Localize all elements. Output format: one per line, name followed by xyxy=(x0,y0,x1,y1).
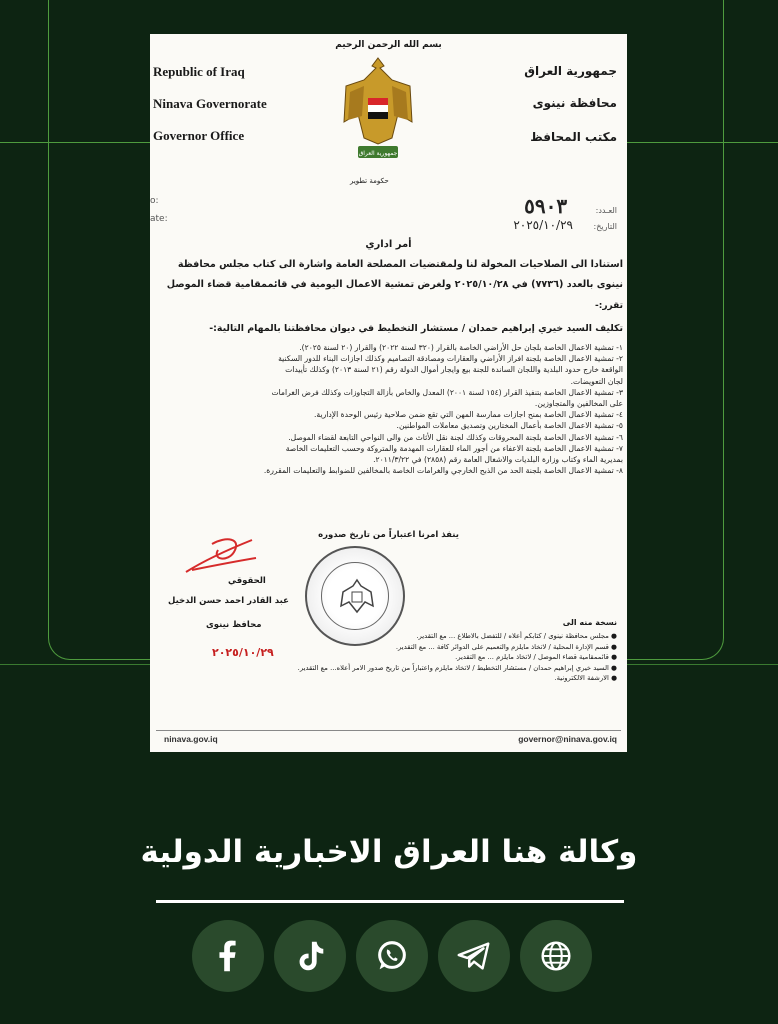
footer-rule xyxy=(156,730,621,731)
whatsapp-button[interactable] xyxy=(356,920,428,992)
header-ar-office: مكتب المحافظ xyxy=(530,130,617,144)
task-line: ٢- تمشية الاعمال الخاصة بلجنة افراز الأراضي والعقارات ومصادقة التصاميم وكذلك اجازات البناء للدور السكنية xyxy=(278,354,623,364)
copies-title: نسخة منه الى xyxy=(562,618,617,627)
tasks-list xyxy=(150,342,623,476)
signer-name: عبد القادر احمد حسن الدخيل xyxy=(168,596,289,606)
execution-clause: ينفذ امرنا اعتباراً من تاريخ صدوره xyxy=(318,530,459,540)
copies-list xyxy=(298,631,617,684)
whatsapp-icon xyxy=(373,937,411,975)
task-line: ٨- تمشية الاعمال الخاصة بلجنة الحد من الذبح الخارجي والغرامات الخاصة بالمخالفين للضوابط والتعليمات المقررة. xyxy=(263,466,623,476)
signer-title: الحقوقي xyxy=(228,576,266,586)
document-title: أمر اداري xyxy=(365,239,412,250)
signer-role: محافظ نينوى xyxy=(206,620,262,630)
agency-name: وكالة هنا العراق الاخبارية الدولية xyxy=(140,834,638,870)
number-label: العـدد: xyxy=(595,206,617,215)
date-label-en: ate: xyxy=(150,214,168,224)
number-value: ٥٩٠٣ xyxy=(524,194,568,218)
copy-recipient: ● قسم الإدارة المحلية / لاتخاذ مايلزم والتعميم على الدوائر كافة ... مع التقدير. xyxy=(395,642,617,651)
header-en-office: Governor Office xyxy=(153,128,245,143)
task-line: ٣- تمشية الاعمال الخاصة بتنفيذ القرار (١٥٤ لسنة ٢٠٠١) المعدل والخاص بأزالة التجاوزات وكذلك فرض الغرامات xyxy=(271,387,623,397)
facebook-icon xyxy=(209,937,247,975)
header-ar-governorate: محافظة نينوى xyxy=(532,96,617,110)
copy-recipient: ● الارشفة الالكترونية. xyxy=(554,674,617,683)
footer-email: governor@ninava.gov.iq xyxy=(518,734,617,744)
gov-note: حكومة تطوير xyxy=(350,177,389,185)
telegram-button[interactable] xyxy=(438,920,510,992)
brand-underline xyxy=(156,900,624,903)
assignment-line: تكليف السيد خيري إبراهيم حمدان / مستشار التخطيط في ديوان محافظتنا بالمهام التالية:- xyxy=(209,323,623,334)
task-line: ٤- تمشية الاعمال الخاصة بمنح اجازات ممارسة المهن التي تقع ضمن صلاحية رئيس الوحدة الإدارية. xyxy=(314,410,623,420)
basmala: بسم الله الرحمن الرحيم xyxy=(335,40,442,50)
preamble-line-2: نينوى بالعدد (٧٧٣٦) في ٢٠٢٥/١٠/٢٨ ولغرض تمشية الاعمال اليومية في قائممقامية قضاء الموصل xyxy=(166,279,623,290)
preamble-line-1: استنادا الى الصلاحيات المخولة لنا ولمقتضيات المصلحة العامة واشارة الى كتاب مجلس محافظة xyxy=(177,259,623,270)
task-line: ٦- تمشية الاعمال الخاصة بلجنة المحروقات وكذلك لجنة نقل الأثاث من والى النواحي التابعة لقضاء الموصل. xyxy=(288,432,623,442)
task-line: ٥- تمشية الاعمال الخاصة بأعمال المختارين وتصديق معاملات المواطنين. xyxy=(396,421,623,431)
task-line: بمديرية الماء وكتاب وزارة البلديات والاشغال العامة رقم (٢٨٥٨) في ٢٠١١/٣/٢٢. xyxy=(373,455,623,465)
decision-label: تقرر:- xyxy=(595,301,623,311)
social-links xyxy=(192,920,592,992)
copy-recipient: ● قائممقامية قضاء الموصل / لاتخاذ مايلزم ... مع التقدير. xyxy=(455,653,617,662)
globe-icon xyxy=(537,937,575,975)
iraq-eagle-emblem xyxy=(340,52,416,164)
header-en-country: Republic of Iraq xyxy=(153,64,245,79)
date-label: التاريخ: xyxy=(593,222,617,231)
header-ar-country: جمهورية العراق xyxy=(524,64,617,78)
document-number-line xyxy=(524,194,617,218)
to-label-en: o: xyxy=(150,196,159,206)
copy-recipient: ● مجلس محافظة نينوى / كتابكم أعلاه / للتفضل بالاطلاع ... مع التقدير. xyxy=(416,632,617,640)
date-value: ٢٠٢٥/١٠/٢٩ xyxy=(513,218,573,232)
handwritten-signature xyxy=(182,532,262,582)
website-button[interactable] xyxy=(520,920,592,992)
telegram-icon xyxy=(455,937,493,975)
document-date-line xyxy=(513,218,617,232)
signer-date: ٢٠٢٥/١٠/٢٩ xyxy=(212,646,274,659)
facebook-button[interactable] xyxy=(192,920,264,992)
tiktok-button[interactable] xyxy=(274,920,346,992)
header-en-governorate: Ninava Governorate xyxy=(153,96,267,111)
task-line: على المخالفين والمتجاوزين. xyxy=(534,399,623,409)
footer-website: ninava.gov.iq xyxy=(164,734,218,744)
task-line: لجان التعويضات. xyxy=(570,376,623,386)
task-line: ٧- تمشية الاعمال الخاصة بلجنة الاعفاء من أجور الماء للعقارات المهدمة والمتروكة وحسب التعليمات الخاصة xyxy=(285,443,623,453)
task-line: ١- تمشية الاعمال الخاصة بلجان حل الأراضي الخاصة بالقرار (٣٢٠ لسنة ٢٠٢٢) والقرار (٢٠ لسنة ٢٠٢٥). xyxy=(299,343,623,352)
stamp-eagle-icon xyxy=(337,576,377,616)
official-letter xyxy=(150,34,627,752)
task-line: الواقعة خارج حدود البلدية واللجان الساندة للجنة بيع وايجار أموال الدولة رقم (٢١ لسنة ٢٠١٣) وكذلك تأييدات xyxy=(285,365,623,375)
copy-recipient: ● السيد خيري إبراهيم حمدان / مستشار التخطيط / لاتخاذ مايلزم واعتباراً من تاريخ صدور الامر أعلاه... مع التقدير. xyxy=(297,663,617,672)
tiktok-icon xyxy=(291,937,329,975)
emblem-caption: جمهورية العراق xyxy=(358,150,398,157)
